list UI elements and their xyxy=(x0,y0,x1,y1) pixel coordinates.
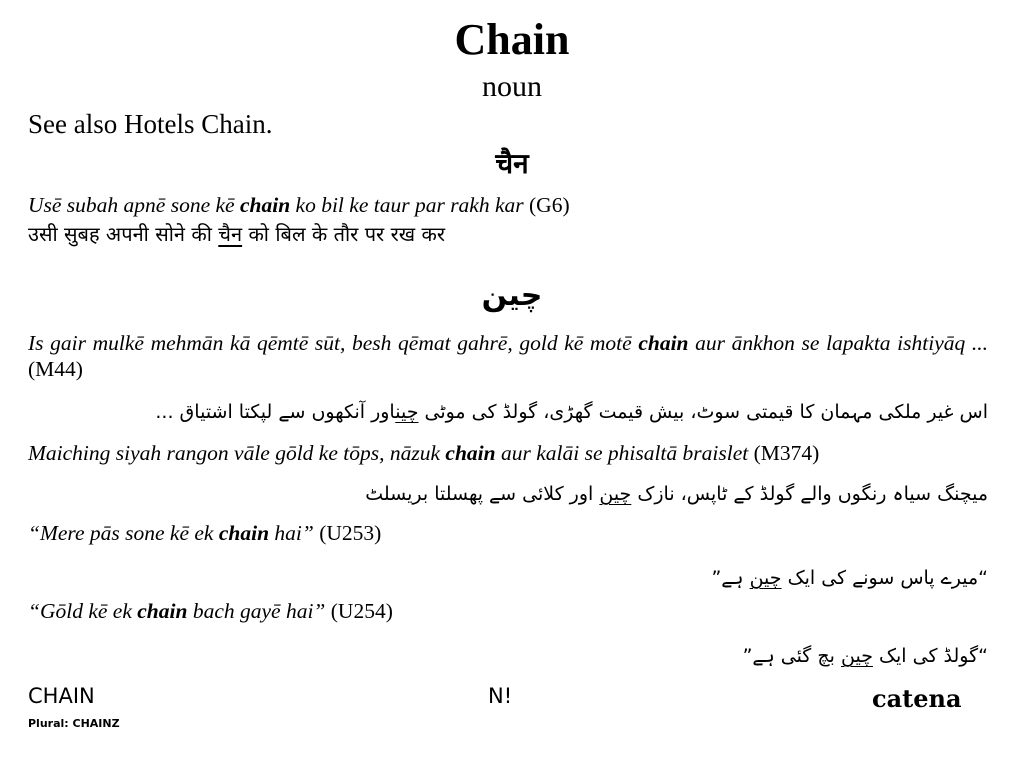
part-of-speech: noun xyxy=(482,70,542,103)
source-citation: (M374) xyxy=(748,441,820,465)
example-native-line xyxy=(28,220,445,248)
translit-keyword: chain xyxy=(239,193,291,217)
native-after: اور آنکھوں سے لپکتا اشتیاق ... xyxy=(155,401,396,423)
native-keyword: چین xyxy=(749,567,782,589)
source-citation: (M44) xyxy=(28,357,83,381)
footer-latin: catena xyxy=(872,684,962,713)
headword-title: Chain xyxy=(454,15,570,64)
urdu-script-heading: چین xyxy=(481,278,543,313)
translit-keyword: chain xyxy=(445,441,496,465)
native-keyword: चैन xyxy=(218,222,243,246)
footer-plural: Plural: CHAINZ xyxy=(28,717,120,730)
native-before: उसी सुबह अपनी सोने की xyxy=(28,222,219,246)
native-before: میچنگ سیاہ رنگوں والے گولڈ کے ٹاپس، نازک xyxy=(631,483,988,505)
translit-before: “Gōld kē ek xyxy=(28,599,138,623)
translit-before: Maiching siyah rangon vāle gōld ke tōps, nāzuk xyxy=(28,441,446,465)
native-after: بچ گئی ہے” xyxy=(742,645,841,667)
native-keyword: چین xyxy=(395,401,419,423)
footer-word: CHAIN xyxy=(28,684,95,708)
native-after: को बिल के तौर पर रख कर xyxy=(242,222,446,246)
translit-after: bach gayē hai” xyxy=(187,599,326,623)
translit-before: Usē subah apnē sone kē xyxy=(28,193,240,217)
translit-before: Is gair mulkē mehmān kā qēmtē sūt, besh qēmat gahrē, gold kē motē xyxy=(28,331,639,355)
translit-keyword: chain xyxy=(218,521,270,545)
example-translit-line xyxy=(28,192,570,218)
example-native-line xyxy=(711,563,988,593)
translit-keyword: chain xyxy=(137,599,188,623)
translit-keyword: chain xyxy=(638,331,689,355)
native-before: “میرے پاس سونے کی ایک xyxy=(781,567,988,589)
translit-after: aur kalāi se phisaltā braislet xyxy=(495,441,749,465)
native-after: ہے” xyxy=(711,567,750,589)
native-before: اس غیر ملکی مہمان کا قیمتی سوٹ، بیش قیمت گھڑی، گولڈ کی موٹی xyxy=(418,401,988,423)
translit-after: hai” xyxy=(269,521,314,545)
example-native-line xyxy=(743,641,988,671)
example-translit-line xyxy=(28,520,381,546)
native-before: “گولڈ کی ایک xyxy=(872,645,988,667)
hindi-script-heading: चैन xyxy=(495,147,529,180)
source-citation: (U254) xyxy=(325,599,393,623)
native-after: اور کلائی سے پھسلتا بریسلٹ xyxy=(365,483,600,505)
translit-before: “Mere pās sone kē ek xyxy=(28,521,219,545)
translit-after: ko bil ke taur par rakh kar xyxy=(290,193,524,217)
source-citation: (U253) xyxy=(313,521,382,545)
footer-marker: N! xyxy=(488,684,513,708)
example-native-line xyxy=(155,397,988,427)
source-citation: (G6) xyxy=(523,193,570,217)
native-keyword: چین xyxy=(599,483,632,505)
example-translit-line xyxy=(28,330,988,382)
translit-after: aur ānkhon se lapakta ishtiyāq ... xyxy=(688,331,989,355)
native-keyword: چین xyxy=(841,645,873,667)
example-translit-line xyxy=(28,598,393,624)
example-native-line xyxy=(365,479,988,509)
see-also-note: See also Hotels Chain. xyxy=(28,109,273,139)
example-translit-line xyxy=(28,440,819,466)
